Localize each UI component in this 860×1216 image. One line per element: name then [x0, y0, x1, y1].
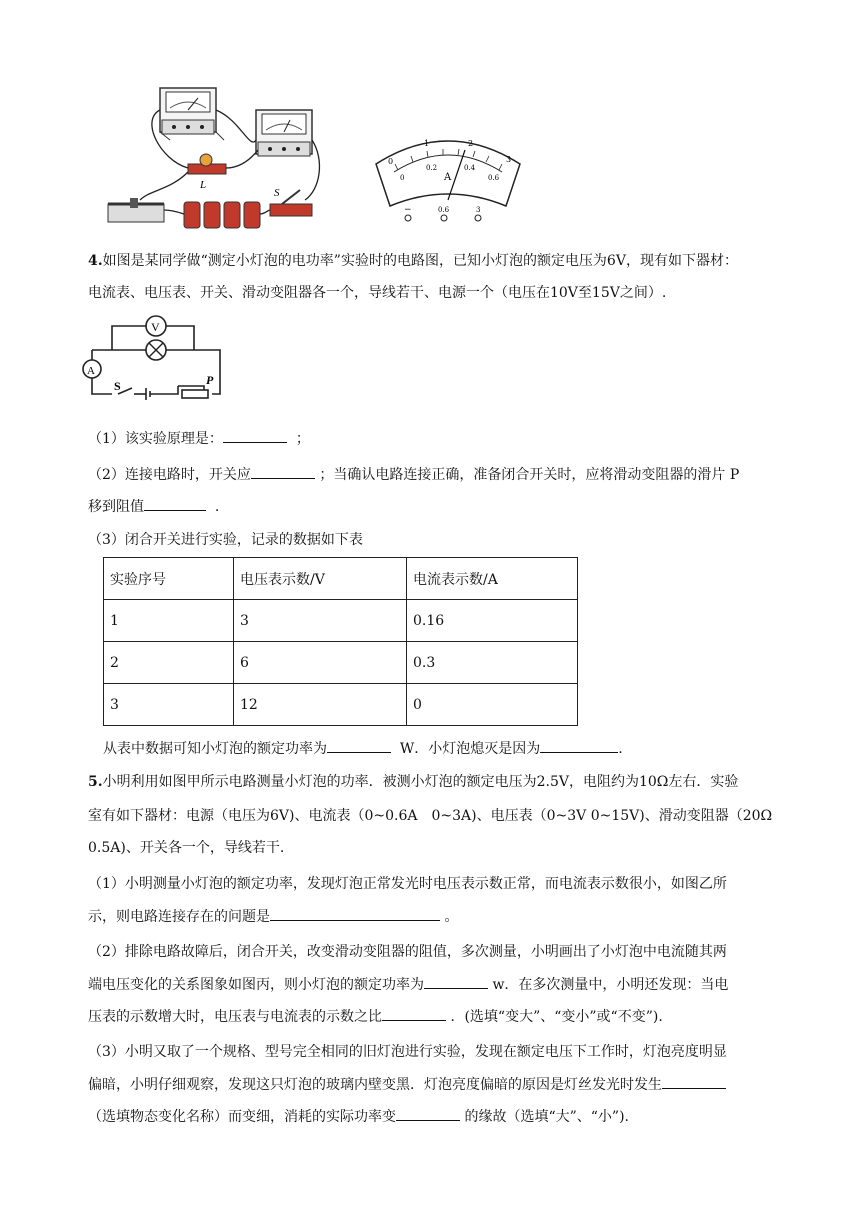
q4-power-blank[interactable] [327, 738, 391, 753]
table-cell: 3 [234, 600, 407, 642]
dial-tick-bottom-3: 0.6 [488, 174, 500, 182]
q5-power-change-blank[interactable] [396, 1106, 460, 1121]
q5-part2-text-c1: 压表的示数增大时，电压表与电流表的示数之比 [88, 1009, 382, 1025]
table-row [104, 642, 578, 684]
q5-part3-line1: （3）小明又取了一个规格、型号完全相同的旧灯泡进行实验，发现在额定电压下工作时，灯泡亮度明显 [88, 1044, 727, 1060]
q4-stem-line1 [88, 251, 738, 271]
terminal-minus: − [404, 205, 412, 215]
terminal-3: 3 [476, 206, 481, 214]
q4-conclusion-text-a: 从表中数据可知小灯泡的额定功率为 [103, 741, 327, 757]
bulb-label: L [200, 179, 207, 191]
q4-part2-blank-switch[interactable] [251, 464, 315, 479]
q4-conclusion [103, 738, 623, 759]
apparatus-wiring-figure [100, 80, 330, 240]
table-cell: 1 [104, 600, 234, 642]
q5-part3-line3 [88, 1106, 629, 1127]
circuit-a-label: A [87, 365, 95, 377]
q4-part2-line2 [88, 496, 219, 517]
table-header-row [104, 558, 578, 600]
q5-phase-change-blank[interactable] [662, 1074, 726, 1089]
q4-part1-blank[interactable] [223, 428, 287, 443]
q4-reason-blank[interactable] [540, 738, 618, 753]
q5-part3-text-c1: （选填物态变化名称）而变细，消耗的实际功率变 [88, 1109, 396, 1125]
table-cell: 2 [104, 642, 234, 684]
q5-rated-power-blank[interactable] [424, 974, 488, 989]
q4-circuit-diagram [82, 314, 232, 410]
table-cell: 0 [407, 684, 578, 726]
table-cell: 3 [104, 684, 234, 726]
battery-pack [184, 202, 260, 228]
dial-tick-bottom-1: 0.2 [426, 164, 438, 172]
dial-tick-top-0: 0 [388, 157, 394, 166]
dial-tick-bottom-0: 0 [400, 174, 405, 182]
q4-conclusion-text-b: W．小灯泡熄灭是因为 [399, 741, 541, 757]
terminal-0-6: 0.6 [438, 206, 450, 214]
dial-unit-label: A [444, 172, 452, 183]
rheostat-device [108, 198, 164, 222]
q4-conclusion-end: . [618, 741, 623, 757]
q5-part1-text-b: 示，则电路连接存在的问题是 [88, 909, 270, 925]
q5-stem-line2: 室有如下器材：电源（电压为6V)、电流表（0~0.6A 0~3A)、电压表（0~3V 0~15V)、滑动变阻器（20Ω [88, 808, 773, 824]
q5-part1-line2 [88, 906, 458, 927]
table-cell: 0.3 [407, 642, 578, 684]
q4-part2-blank-resistance[interactable] [144, 496, 206, 511]
q5-part3-line2 [88, 1074, 726, 1095]
q5-part2-text-b1: 端电压变化的关系图象如图丙，则小灯泡的额定功率为 [88, 977, 424, 993]
circuit-v-label: V [151, 320, 160, 334]
q4-part2-text-a: （2）连接电路时，开关应 [88, 467, 251, 483]
table-row [104, 684, 578, 726]
q4-data-table [103, 557, 578, 726]
table-header-cell: 电压表示数/V [234, 558, 407, 600]
q5-part2-text-c2: ．(选填“变大”、“变小”或“不变”). [450, 1009, 663, 1025]
terminal-0-6-post [441, 215, 447, 221]
dial-tick-top-3: 3 [506, 155, 512, 164]
q5-problem-blank[interactable] [270, 906, 440, 921]
q5-part1-end: 。 [444, 909, 459, 925]
q4-part2-end: . [214, 499, 220, 515]
q5-part3-text-c2: 的缘故（选填“大”、“小”). [464, 1109, 629, 1125]
q5-ratio-blank[interactable] [382, 1006, 446, 1021]
table-header-cell: 电流表示数/A [407, 558, 578, 600]
q5-stem-line3: 0.5A)、开关各一个，导线若干. [88, 840, 285, 856]
q4-part2-text-c: 移到阻值 [88, 499, 144, 515]
table-header-cell: 实验序号 [104, 558, 234, 600]
q5-part2-line2 [88, 974, 728, 995]
circuit-s-label: S [114, 379, 121, 393]
dial-tick-top-2: 2 [468, 139, 474, 148]
lamp-on-board [188, 154, 226, 174]
circuit-p-label: P [206, 373, 214, 387]
q4-part1-end: ； [295, 431, 310, 447]
dial-tick-top-1: 1 [424, 139, 430, 148]
q5-part2-line1: （2）排除电路故障后，闭合开关，改变滑动变阻器的阻值，多次测量，小明画出了小灯泡中电流随其两 [88, 944, 727, 960]
q5-stem-text1: 小明利用如图甲所示电路测量小灯泡的功率．被测小灯泡的额定电压为2.5V，电阻约为10Ω左右．实验 [102, 774, 739, 790]
table-row [104, 600, 578, 642]
ammeter-device [256, 110, 312, 156]
switch-label: S [274, 187, 280, 199]
q4-part1-text: （1）该实验原理是： [88, 431, 223, 447]
q4-stem-line2: 电流表、电压表、开关、滑动变阻器各一个，导线若干、电源一个（电压在10V至15V之间）. [88, 285, 667, 301]
table-cell: 6 [234, 642, 407, 684]
q5-stem-line1 [88, 772, 738, 792]
q4-part3: （3）闭合开关进行实验，记录的数据如下表 [88, 532, 363, 548]
q4-stem-text1: 如图是某同学做“测定小灯泡的电功率”实验时的电路图，已知小灯泡的额定电压为6V，现有如下器材： [102, 253, 738, 269]
dial-tick-bottom-2: 0.4 [464, 164, 476, 172]
table-cell: 0.16 [407, 600, 578, 642]
terminal-minus-post [405, 215, 411, 221]
q5-part2-line3 [88, 1006, 663, 1027]
q4-part2-line1 [88, 464, 739, 485]
ammeter-dial-figure [368, 124, 528, 224]
q4-part2-text-b: ；当确认电路连接正确，准备闭合开关时，应将滑动变阻器的滑片 P [319, 467, 740, 483]
terminal-3-post [475, 215, 481, 221]
q5-number: 5. [88, 774, 103, 790]
q5-part1-line1: （1）小明测量小灯泡的额定功率，发现灯泡正常发光时电压表示数正常，而电流表示数很小，如图乙所 [88, 876, 727, 892]
q4-number: 4. [88, 253, 103, 269]
q4-part1 [88, 428, 310, 449]
table-cell: 12 [234, 684, 407, 726]
voltmeter-device [160, 88, 224, 140]
q5-part3-text-b: 偏暗，小明仔细观察，发现这只灯泡的玻璃内壁变黑．灯泡亮度偏暗的原因是灯丝发光时发生 [88, 1077, 662, 1093]
q5-part2-text-b2: w．在多次测量中，小明还发现：当电 [492, 977, 729, 993]
